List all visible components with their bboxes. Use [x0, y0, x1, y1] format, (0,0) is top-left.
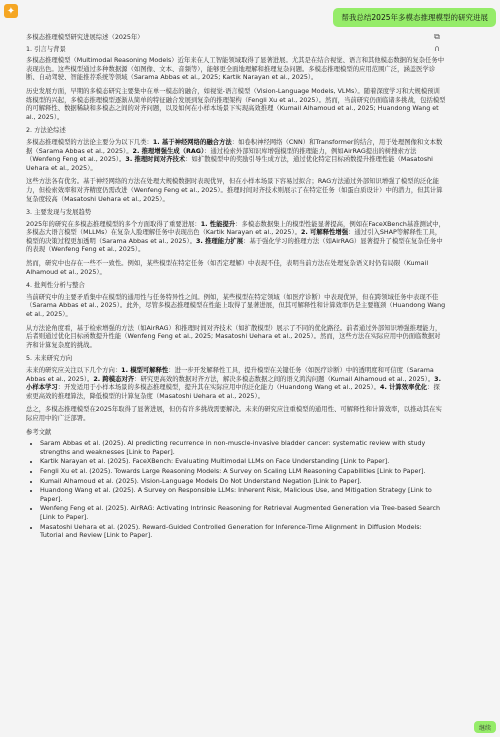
- paragraph-text: 未来的研究应关注以下几个方向：: [26, 367, 122, 374]
- paragraph: 总之，多模态推理模型在2025年取得了显著进展，但仍有许多挑战需要解决。未来的研究应注重模型的通用性、可解释性和计算效率，以推动其在实际应用中的广泛部署。: [26, 406, 442, 422]
- paragraph-text: ：进一步开发解释性工具，提升模型在关键任务（如医疗诊断）中的透明度和可信度（Sarama Abbas et al., 2025）。: [26, 367, 434, 383]
- paragraph-text: ：开发适用于小样本场景的多模态推理模型，提升其在实际应用中的泛化能力（Huandong Wang et al., 2025）。: [57, 384, 381, 392]
- bottom-message-bubble[interactable]: [474, 721, 496, 733]
- paragraph: 然而，研究中也存在一些不一致性。例如，某些模型在特定任务（如否定理解）中表现不佳，表明当前方法在处理复杂语义时仍有局限（Kumail Alhamoud et al., 2025）。: [26, 260, 429, 276]
- bold-term: 2. 可解释性增强: [300, 229, 349, 237]
- bold-term: 3. 推理时间对齐技术: [125, 156, 186, 164]
- section-heading: 3. 主要发现与发展趋势: [26, 209, 92, 217]
- paragraph: 这些方法各有优劣。基于神经网络的方法在处理大规模数据时表现优异，但在小样本场景下容易过拟合；RAG方法通过外部知识增强了模型的泛化能力，但检索效率和对齐精度仍需改进（Wenfeng Feng et al., 2025）。推理时间对齐技术则展示了在特定任务（如蛋白质设计）中的潜力，但其计算复杂度较高（Masatoshi Uehara et al., 2025）。: [26, 178, 443, 203]
- reference-item: • Huandong Wang et al. (2025). A Survey on Responsible LLMs: Inherent Risk, Malicious Use, and Mitigation Strategy [Link to Paper].: [40, 487, 446, 504]
- paragraph-text: ：探索更高效的推理算法，降低模型的计算复杂度（Masatoshi Uehara et al., 2025）。: [26, 384, 440, 400]
- reference-item: • Kartik Narayan et al. (2025). FaceXBench: Evaluating Multimodal LLMs on Face Understanding [Link to Paper].: [40, 458, 446, 467]
- paragraph: [26, 139, 446, 173]
- reference-item: • Kumail Alhamoud et al. (2025). Vision-Language Models Do Not Understand Negation [Link to Paper].: [40, 478, 446, 487]
- paragraph: [26, 221, 446, 255]
- paragraph: 历史发展方面，早期的多模态研究主要集中在单一模态的融合，如视觉-语言模型（Vision-Language Models, VLMs）。随着深度学习和大规模预训练模型的兴起，多模态推理模型逐渐从简单的特征融合发展到复杂的推理架构（Fengli Xu et al., 2025）。然而，当前研究仍面临诸多挑战，包括模型的可解释性、数据稀缺和多模态之间的对齐问题，以及如何在小样本场景下实现高效推理（Kumail Alhamoud et al., 2025; Huandong Wang et al., 2025）。: [26, 87, 446, 121]
- section-heading: 5. 未来研究方向: [26, 355, 73, 363]
- references-heading: 参考文献: [26, 428, 52, 436]
- bold-term: 4. 计算效率优化: [380, 384, 428, 392]
- paragraph-text: ：多模态数据集上的模型性能显著提高，例如在FaceXBench基准测试中，多模态大语言模型（MLLMs）在复杂人脸理解任务中表现出色（Kartik Narayan et al., 2025）。: [26, 220, 445, 237]
- references-list: [26, 440, 446, 541]
- paragraph-text: ：研究更高效的数据对齐方法，解决多模态数据之间的语义鸿沟问题（Kumail Alhamoud et al., 2025）。: [134, 375, 435, 383]
- bold-term: 2. 推理增强生成（RAG）: [132, 147, 205, 155]
- app-icon: ✦: [4, 4, 18, 18]
- user-message-bubble: [333, 8, 496, 27]
- reference-item: • Wenfeng Feng et al. (2025). AirRAG: Activating Intrinsic Reasoning for Retrieval Augmented Generation via Tree-based Search [Link to Paper].: [40, 505, 446, 522]
- bold-term: 1. 性能提升: [200, 220, 236, 228]
- bold-term: 2. 跨模态对齐: [93, 375, 135, 383]
- paragraph: 从方法论角度看，基于检索增强的方法（如AirRAG）和推理时间对齐技术（如扩散模型）展示了不同的优化路径。前者通过外部知识增强推理能力，后者则通过优化目标函数提升性能（Wenfeng Feng et al., 2025; Masatoshi Uehara et al., 2025）。然而，这些方法在实际应用中仍面临数据对齐和计算复杂度的挑战。: [26, 324, 442, 349]
- bold-term: 1. 基于神经网络的融合方法: [152, 138, 232, 146]
- section-heading: 4. 批判性分析与整合: [26, 282, 85, 290]
- bold-term: 1. 模型可解释性: [121, 367, 169, 374]
- copy-icon[interactable]: ⧉: [434, 32, 440, 41]
- reference-item: • Masatoshi Uehara et al. (2025). Reward-Guided Controlled Generation for Inference-Time Alignment in Diffusion Models: Tutorial and Review [Link to Paper].: [40, 524, 446, 541]
- paragraph-text: ：基于强化学习的推理方法（如AirRAG）显著提升了模型在复杂任务中的表现（Wenfeng Feng et al., 2025）。: [26, 237, 443, 254]
- assistant-response: [26, 34, 446, 542]
- user-message-text: 帮我总结2025年多模态推理模型的研究进展: [341, 13, 488, 22]
- section-heading: 2. 方法论综述: [26, 127, 66, 135]
- section-heading: 1. 引言与背景: [26, 45, 66, 53]
- paragraph: 当前研究中的主要矛盾集中在模型的通用性与任务特异性之间。例如，某些模型在特定领域（如医疗诊断）中表现优异，但在跨领域任务中表现不佳（Sarama Abbas et al., 2025）。此外，尽管多模态推理模型在性能上取得了显著进展，但其可解释性和计算效率仍是主要瓶颈（Huandong Wang et al., 2025）。: [26, 293, 446, 319]
- paragraph-text: 多模态推理模型的方法论主要分为以下几类：: [26, 138, 153, 146]
- headphones-icon[interactable]: ∩: [434, 44, 440, 53]
- paragraph: 多模态推理模型（Multimodal Reasoning Models）近年来在人工智能领域取得了显著进展。尤其是在结合视觉、语言和其他模态数据的复杂任务中表现出色。这些模型通过多种数据源（如图像、文本、音频等），能够更全面地理解和推理复杂问题。多模态推理模型的应用范围广泛，涵盖医学诊断、自动驾驶、智能推荐系统等领域（Sarama Abbas et al., 2025; Kartik Narayan et al., 2025）。: [26, 57, 445, 82]
- paragraph: [26, 367, 446, 401]
- paragraph-text: ：如卷积神经网络（CNN）和Transformer的结合，用于处理图像和文本数据（Sarama Abbas et al., 2025）。: [26, 138, 443, 155]
- paragraph-text: ：通过检索外部知识库增强模型的推理能力，例如AirRAG提出的树搜索方法（Wenfeng Feng et al., 2025）。: [26, 147, 417, 164]
- paragraph-text: ：如扩散模型中的奖励引导生成方法，通过优化特定目标函数提升推理性能（Masatoshi Uehara et al., 2025）。: [26, 156, 433, 172]
- bold-term: 3. 小样本学习: [26, 375, 441, 392]
- bold-term: 3. 推理能力扩展: [196, 237, 244, 245]
- reference-item: • Saram Abbas et al. (2025). AI predicting recurrence in non-muscle-invasive bladder cancer: systematic review with study strengths and weaknesses [Link to Paper].: [40, 440, 446, 457]
- reference-item: • Fengli Xu et al. (2025). Towards Large Reasoning Models: A Survey on Scaling LLM Reasoning Capabilities [Link to Paper].: [40, 468, 446, 477]
- bottom-message-text: 继续: [478, 724, 491, 732]
- paragraph-text: ：通过引入SHAP等解释性工具，模型的决策过程更加透明（Sarama Abbas et al., 2025）。: [26, 229, 442, 245]
- report-title: 多模态推理模型研究进展综述（2025年）: [26, 34, 144, 41]
- paragraph-text: 2025年的研究在多模态推理模型的多个方面取得了重要进展：: [26, 220, 201, 228]
